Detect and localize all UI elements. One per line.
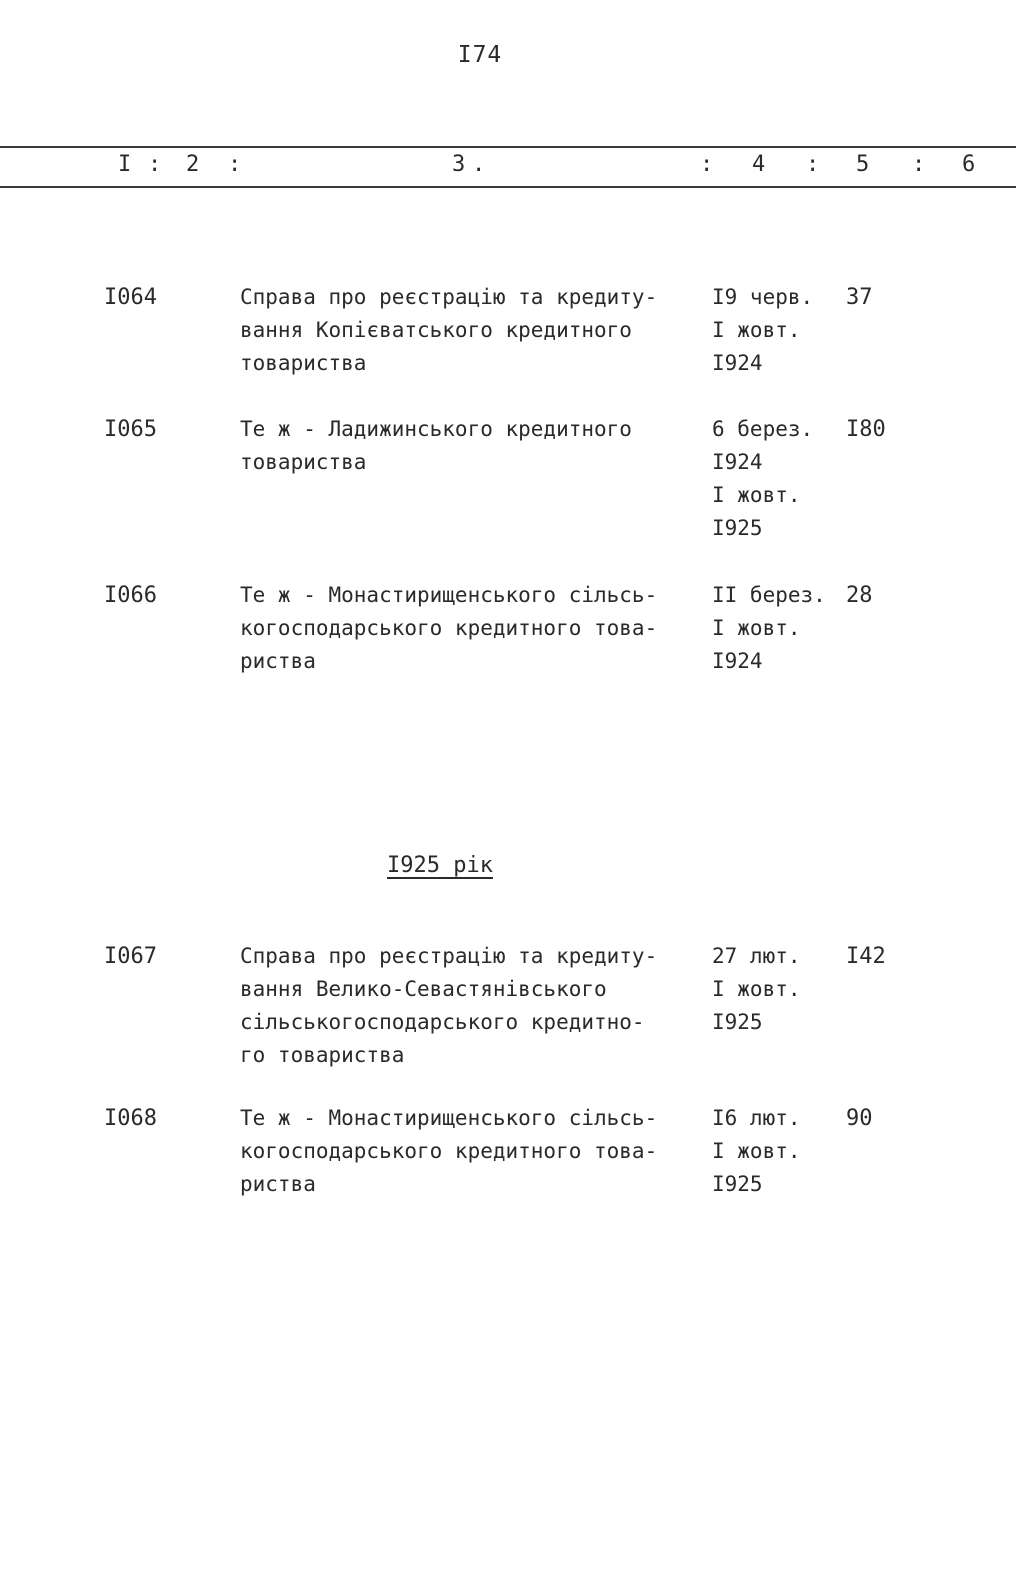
date-line: 6 берез. xyxy=(712,417,814,441)
date-line: I924 xyxy=(712,450,763,474)
description-line: когосподарського кредитного това- xyxy=(240,1139,658,1163)
year-heading xyxy=(0,853,880,878)
entry-dates xyxy=(712,1102,842,1201)
entry-description xyxy=(240,940,700,1072)
column-header-separator: : xyxy=(228,152,242,177)
description-line: вання Велико-Севастянівського xyxy=(240,977,607,1001)
column-header-2: 2 xyxy=(186,152,200,177)
description-line: товариства xyxy=(240,351,367,375)
page-number: I74 xyxy=(457,42,503,68)
column-header-separator: : xyxy=(806,152,820,177)
description-line: товариства xyxy=(240,450,367,474)
entry-sheet-count: 28 xyxy=(846,583,873,608)
date-line: I924 xyxy=(712,649,763,673)
date-line: I жовт. xyxy=(712,1139,801,1163)
entry-number: I068 xyxy=(104,1106,157,1131)
entry-dates xyxy=(712,940,842,1039)
entry-number: I067 xyxy=(104,944,157,969)
year-heading-text: I925 рік xyxy=(387,853,493,878)
date-line: I9 черв. xyxy=(712,285,814,309)
entry-number: I066 xyxy=(104,583,157,608)
description-line: сільськогосподарського кредитно- xyxy=(240,1010,645,1034)
entry-dates xyxy=(712,281,842,380)
description-line: Те ж - Монастирищенського сільсь- xyxy=(240,583,658,607)
description-line: Справа про реєстрацію та кредиту- xyxy=(240,944,658,968)
entry-sheet-count: 37 xyxy=(846,285,873,310)
description-line: Те ж - Ладижинського кредитного xyxy=(240,417,632,441)
description-line: Те ж - Монастирищенського сільсь- xyxy=(240,1106,658,1130)
date-line: I924 xyxy=(712,351,763,375)
header-top-rule xyxy=(0,146,1016,148)
entry-description xyxy=(240,413,700,479)
column-header-6: 6 xyxy=(962,152,976,177)
column-header-5: 5 xyxy=(856,152,870,177)
date-line: I жовт. xyxy=(712,483,801,507)
date-line: I жовт. xyxy=(712,977,801,1001)
entry-dates xyxy=(712,413,842,545)
date-line: I жовт. xyxy=(712,616,801,640)
description-line: вання Копієватського кредитного xyxy=(240,318,632,342)
entry-description xyxy=(240,579,700,678)
description-line: когосподарського кредитного това- xyxy=(240,616,658,640)
column-header-1: I xyxy=(118,152,132,177)
description-line: го товариства xyxy=(240,1043,405,1067)
date-line: I6 лют. xyxy=(712,1106,801,1130)
entry-sheet-count: I80 xyxy=(846,417,886,442)
column-header-4: 4 xyxy=(752,152,766,177)
date-line: I жовт. xyxy=(712,318,801,342)
entry-sheet-count: 90 xyxy=(846,1106,873,1131)
description-line: Справа про реєстрацію та кредиту- xyxy=(240,285,658,309)
column-header-separator: : xyxy=(912,152,926,177)
column-header-dot: . xyxy=(472,152,486,177)
column-header-3: 3 xyxy=(452,152,466,177)
entry-description xyxy=(240,1102,700,1201)
header-bottom-rule xyxy=(0,186,1016,188)
column-header-separator: : xyxy=(148,152,162,177)
date-line: I925 xyxy=(712,516,763,540)
entry-description xyxy=(240,281,700,380)
date-line: I925 xyxy=(712,1010,763,1034)
entry-dates xyxy=(712,579,842,678)
entry-number: I064 xyxy=(104,285,157,310)
description-line: риства xyxy=(240,649,316,673)
entry-number: I065 xyxy=(104,417,157,442)
description-line: риства xyxy=(240,1172,316,1196)
column-header-row xyxy=(0,152,1024,182)
date-line: 27 лют. xyxy=(712,944,801,968)
column-header-separator: : xyxy=(700,152,714,177)
date-line: II берез. xyxy=(712,583,826,607)
entry-sheet-count: I42 xyxy=(846,944,886,969)
date-line: I925 xyxy=(712,1172,763,1196)
